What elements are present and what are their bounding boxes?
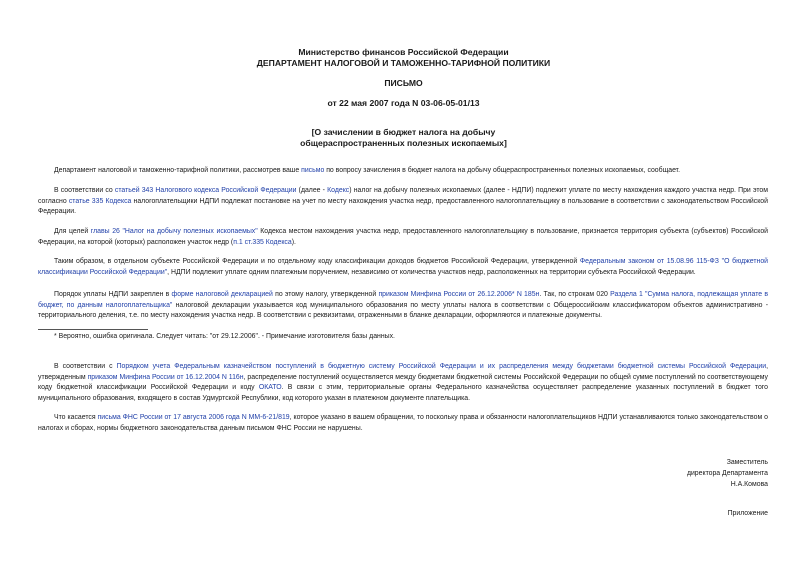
signature-department: директора Департамента xyxy=(686,470,768,477)
paragraph-7 xyxy=(38,413,768,434)
link-article-343[interactable]: статьей 343 Налогового кодекса Российской Федерации xyxy=(114,187,297,194)
department-title: ДЕПАРТАМЕНТ НАЛОГОВОЙ И ТАМОЖЕННО-ТАРИФНОЙ ПОЛИТИКИ xyxy=(256,58,551,68)
link-order-116n[interactable]: приказом Минфина России от 16.12.2004 N 116н xyxy=(87,373,244,381)
link-order-185n[interactable]: приказом Минфина России от 26.12.2006* N 185н xyxy=(378,291,540,298)
subject-line-1: [О зачислении в бюджет налога на добычу xyxy=(311,127,496,137)
text-run: , которое указано в вашем обращении, то поскольку права и обязанности налогоплательщиков НДПИ устанавливаются только законодательством о налогах и сборах, нормы бюджетного законодательства данным письмом ФНС России не нарушены. xyxy=(38,414,768,432)
text-run: ) налог на добычу полезных ископаемых (далее - НДПИ) подлежит уплате по месту нахождения каждого участка недр. При этом согласно xyxy=(38,187,768,205)
ministry-title: Министерство финансов Российской Федерации xyxy=(298,47,509,57)
text-run: Порядок уплаты НДПИ закреплен в xyxy=(54,291,172,298)
paragraph-3 xyxy=(38,227,768,248)
subject-line-2: общераспространенных полезных ископаемых] xyxy=(300,138,507,148)
footnote-divider xyxy=(38,329,148,330)
link-fns-letter[interactable]: письма ФНС России от 17 августа 2006 года N ММ-6-21/819 xyxy=(97,414,290,421)
signature-block xyxy=(687,457,768,490)
link-federal-law-115[interactable]: Федеральным законом от 15.08.96 115-ФЗ "О бюджетной классификации Российской Федерации" xyxy=(38,258,768,276)
doc-type: ПИСЬМО xyxy=(384,78,423,88)
link-treasury-procedure[interactable]: Порядком учета Федеральным казначейством поступлений в бюджетную систему Российской Федерации и их распределения между бюджетами бюджетной системы Российской Федерации xyxy=(116,363,767,370)
link-code[interactable]: Кодекс xyxy=(327,187,350,194)
text-run: по вопросу зачисления в бюджет налога на добычу общераспространенных полезных ископаемых, сообщает. xyxy=(324,167,680,174)
link-section-1[interactable]: Раздела 1 "Сумма налога, подлежащая уплате в бюджет, по данным налогоплательщика" xyxy=(38,291,769,309)
text-run: Для целей xyxy=(54,228,91,235)
text-run: , утвержденным xyxy=(38,363,768,381)
signature-position: Заместитель xyxy=(726,459,768,466)
footnote: * Вероятно, ошибка оригинала. Следует читать: "от 29.12.2006". - Примечание изготовителя базы данных. xyxy=(54,333,395,340)
text-run: ). xyxy=(291,238,296,246)
text-run: Кодекса местом нахождения участка недр, предоставленного налогоплательщику в пользование, признается территория субъекта (субъектов) Российской Федерации, на которой (которых) расположен участок недр ( xyxy=(38,228,769,246)
link-okato[interactable]: ОКАТО xyxy=(258,384,282,392)
text-run: (далее - xyxy=(296,187,328,194)
paragraph-1 xyxy=(38,166,768,177)
text-run: . Так, по строкам 020 xyxy=(539,291,611,298)
text-run: Что касается xyxy=(54,414,98,421)
link-article-335[interactable]: статье 335 Кодекса xyxy=(68,197,132,205)
text-run: , НДПИ подлежит уплате одним платежным поручением, независимо от количества участков недр, расположенных на территории субъекта Российской Федерации. xyxy=(167,268,696,276)
link-chapter-26[interactable]: главы 26 "Налог на добычу полезных ископаемых" xyxy=(90,228,258,235)
text-run: налоговой декларации указывается код муниципального образования по месту уплаты налога в соответствии с Общероссийским классификатором объектов административно - территориального деления, т.е. по месту нахождения участка недр. В соответствии с реквизитами, отраженными в бланке декларации, оформляются и платежные документы. xyxy=(38,301,768,320)
paragraph-2 xyxy=(38,186,768,218)
paragraph-4 xyxy=(38,257,768,278)
text-run: Таким образом, в отдельном субъекте Российской Федерации и по отдельному коду классификации доходов бюджетов Российской Федерации, утвержденной xyxy=(54,258,580,265)
signature-name: Н.А.Комова xyxy=(730,481,768,488)
paragraph-6 xyxy=(38,362,768,404)
text-run: по этому налогу, утвержденной xyxy=(272,291,379,298)
link-letter[interactable]: письмо xyxy=(301,167,325,174)
doc-date-number: от 22 мая 2007 года N 03-06-05-01/13 xyxy=(327,98,480,108)
link-declaration-form[interactable]: форме налоговой декларацией xyxy=(171,291,273,298)
text-run: . В связи с этим, территориальные органы Федерального казначейства осуществляет распределение указанных поступлений в бюджет того муниципального образования, входящего в состав Удмуртской Республики, код которого указан в платежном документе плательщика. xyxy=(38,384,768,402)
text-run: , распределение поступлений осуществляется между бюджетами бюджетной системы Российской Федерации по общей сумме поступлений по соответствующему коду бюджетной классификации Российской Федерации и коду xyxy=(38,373,769,392)
text-run: В соответствии со xyxy=(54,187,115,194)
link-p1-st335[interactable]: п.1 ст.335 Кодекса xyxy=(233,238,292,246)
text-run: Департамент налоговой и таможенно-тарифной политики, рассмотрев ваше xyxy=(54,167,302,174)
text-run: налогоплательщики НДПИ подлежат постановке на учет по месту нахождения участка недр, предоставленного налогоплательщику в пользование в соответствии с законодательством Российской Федерации. xyxy=(38,197,768,216)
text-run: В соответствии с xyxy=(54,363,117,370)
paragraph-5 xyxy=(38,290,768,322)
attachment-label: Приложение xyxy=(727,510,768,517)
